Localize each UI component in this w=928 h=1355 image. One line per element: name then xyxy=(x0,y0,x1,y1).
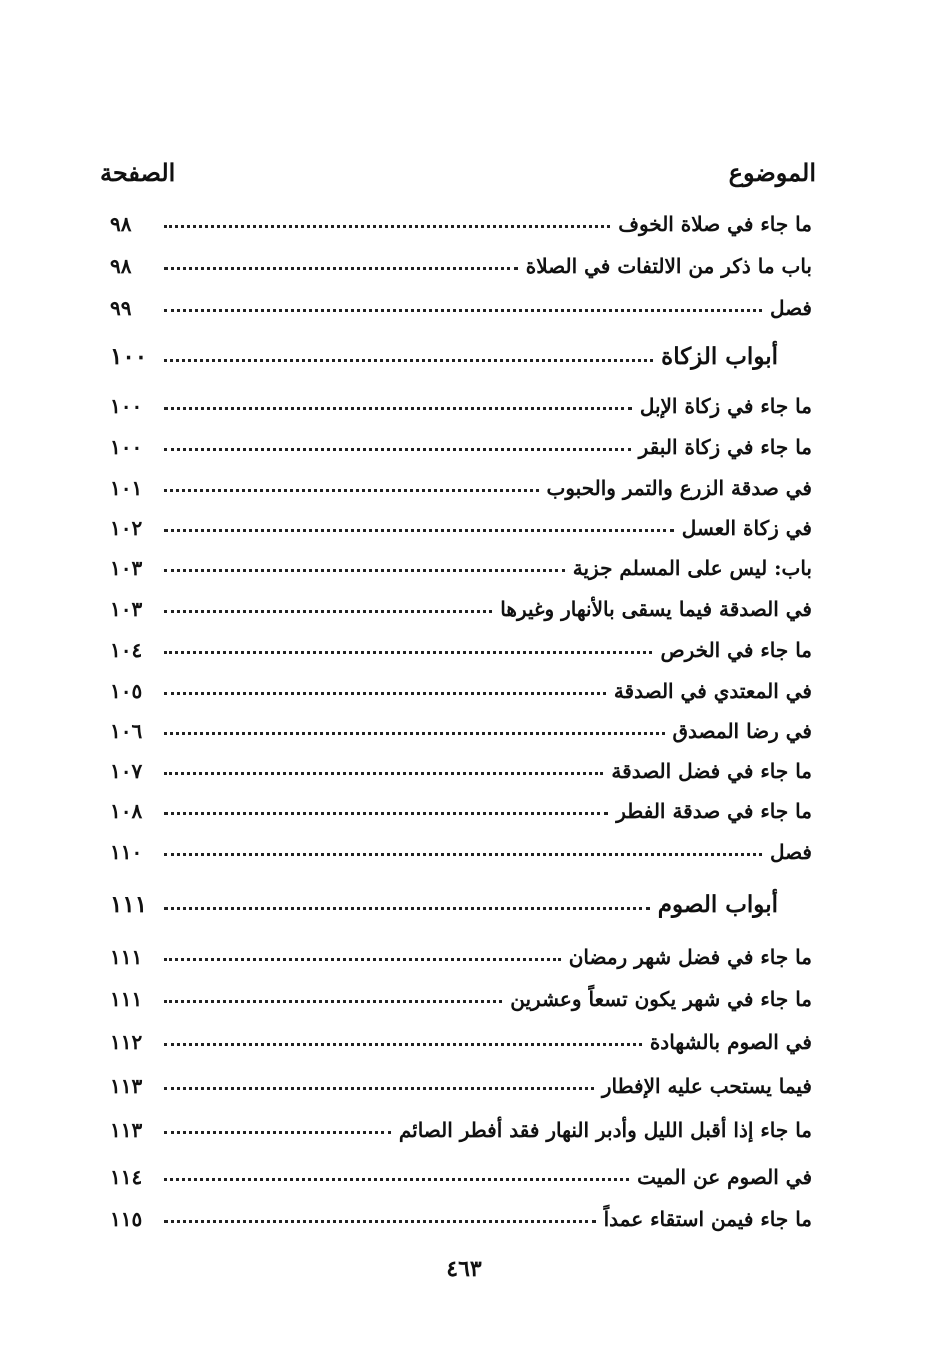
toc-entry xyxy=(110,244,812,278)
entry-page: ١٠٢ xyxy=(110,516,143,540)
toc-entry xyxy=(110,935,812,969)
toc-entry xyxy=(110,669,812,703)
entry-title: ما جاء فيمن استقاء عمداً xyxy=(603,1207,812,1231)
dot-leader xyxy=(164,907,650,910)
entry-title: ما جاء في الخرص xyxy=(660,638,812,662)
dot-leader xyxy=(164,309,762,312)
dot-leader xyxy=(164,812,608,815)
toc-entry xyxy=(110,466,812,500)
entry-page: ١٠٥ xyxy=(110,679,143,703)
toc-entry xyxy=(110,546,812,580)
dot-leader xyxy=(164,1000,502,1003)
toc-entry xyxy=(110,1064,812,1098)
entry-title: ما جاء في صدقة الفطر xyxy=(616,799,812,823)
entry-title: في المعتدي في الصدقة xyxy=(613,679,812,703)
entry-title: باب: ليس على المسلم جزية xyxy=(572,556,812,580)
dot-leader xyxy=(164,1087,594,1090)
entry-title: ما جاء في فضل شهر رمضان xyxy=(568,945,812,969)
entry-title: في زكاة العسل xyxy=(681,516,812,540)
toc-entry xyxy=(110,202,812,236)
entry-title: في الصوم عن الميت xyxy=(637,1165,812,1189)
page-number: ٤٦٣ xyxy=(446,1256,482,1282)
entry-title: في رضا المصدق xyxy=(672,719,812,743)
entry-title: في الصوم بالشهادة xyxy=(649,1030,812,1054)
dot-leader xyxy=(164,610,492,613)
dot-leader xyxy=(164,1043,642,1046)
toc-entry xyxy=(110,628,812,662)
dot-leader xyxy=(164,448,631,451)
entry-title: ما جاء إذا أقبل الليل وأدبر النهار فقد أفطر الصائم xyxy=(398,1118,812,1142)
entry-page: ٩٨ xyxy=(110,254,132,278)
entry-title: ما جاء في شهر يكون تسعاً وعشرين xyxy=(510,987,812,1011)
entry-page: ١٠٣ xyxy=(110,597,143,621)
entry-page: ١٠٠ xyxy=(110,394,143,418)
entry-page: ١٠٣ xyxy=(110,556,143,580)
entry-page: ١١٤ xyxy=(110,1165,143,1189)
dot-leader xyxy=(164,1131,391,1134)
entry-page: ١٠٠ xyxy=(110,343,148,370)
dot-leader xyxy=(164,732,665,735)
toc-entry xyxy=(110,286,812,320)
topic-column-label: الموضوع xyxy=(728,157,816,187)
toc-entry xyxy=(110,1108,812,1142)
entry-page: ١٠٧ xyxy=(110,759,143,783)
entry-title: فصل xyxy=(769,840,812,864)
entry-title: في صدقة الزرع والتمر والحبوب xyxy=(546,476,812,500)
entry-page: ١١١ xyxy=(110,891,148,918)
entry-page: ١٠٨ xyxy=(110,799,143,823)
toc-entry xyxy=(110,425,812,459)
entry-title: فيما يستحب عليه الإفطار xyxy=(601,1074,812,1098)
dot-leader xyxy=(164,1220,596,1223)
dot-leader xyxy=(164,267,518,270)
dot-leader xyxy=(164,569,565,572)
dot-leader xyxy=(164,692,606,695)
toc-entry xyxy=(110,1155,812,1189)
entry-title: باب ما ذكر من الالتفات في الصلاة xyxy=(525,254,812,278)
toc-entry xyxy=(110,789,812,823)
toc-entry xyxy=(110,1020,812,1054)
toc-entry xyxy=(110,1197,812,1231)
entry-page: ١١٥ xyxy=(110,1207,143,1231)
dot-leader xyxy=(164,407,632,410)
entry-title: ما جاء في زكاة الإبل xyxy=(639,394,812,418)
section-title: أبواب الصوم xyxy=(657,891,778,918)
dot-leader xyxy=(164,359,653,362)
dot-leader xyxy=(164,489,539,492)
entry-page: ١٠٤ xyxy=(110,638,143,662)
toc-header xyxy=(100,152,816,192)
dot-leader xyxy=(164,1178,629,1181)
toc-section-heading xyxy=(110,884,812,918)
entry-title: ما جاء في فضل الصدقة xyxy=(611,759,812,783)
dot-leader xyxy=(164,958,561,961)
entry-title: ما جاء في صلاة الخوف xyxy=(618,212,812,236)
toc-entry xyxy=(110,830,812,864)
page-column-label: الصفحة xyxy=(100,157,176,187)
entry-page: ٩٩ xyxy=(110,296,132,320)
toc-section-heading xyxy=(110,336,812,370)
dot-leader xyxy=(164,853,762,856)
entry-page: ١١٢ xyxy=(110,1030,143,1054)
toc-entry xyxy=(110,506,812,540)
entry-page: ١١١ xyxy=(110,987,143,1011)
toc-entry xyxy=(110,709,812,743)
toc-entry xyxy=(110,749,812,783)
entry-title: ما جاء في زكاة البقر xyxy=(638,435,812,459)
entry-page: ١١٠ xyxy=(110,840,143,864)
entry-page: ١١٣ xyxy=(110,1118,143,1142)
entry-page: ٩٨ xyxy=(110,212,132,236)
entry-page: ١١٣ xyxy=(110,1074,143,1098)
entry-page: ١٠٠ xyxy=(110,435,143,459)
dot-leader xyxy=(164,225,610,228)
dot-leader xyxy=(164,772,603,775)
toc-entry xyxy=(110,384,812,418)
toc-entry xyxy=(110,587,812,621)
entry-title: فصل xyxy=(769,296,812,320)
entry-page: ١٠١ xyxy=(110,476,143,500)
dot-leader xyxy=(164,529,674,532)
section-title: أبواب الزكاة xyxy=(661,343,778,370)
entry-page: ١٠٦ xyxy=(110,719,143,743)
dot-leader xyxy=(164,651,652,654)
toc-entry xyxy=(110,977,812,1011)
entry-page: ١١١ xyxy=(110,945,143,969)
entry-title: في الصدقة فيما يسقى بالأنهار وغيرها xyxy=(500,597,812,621)
